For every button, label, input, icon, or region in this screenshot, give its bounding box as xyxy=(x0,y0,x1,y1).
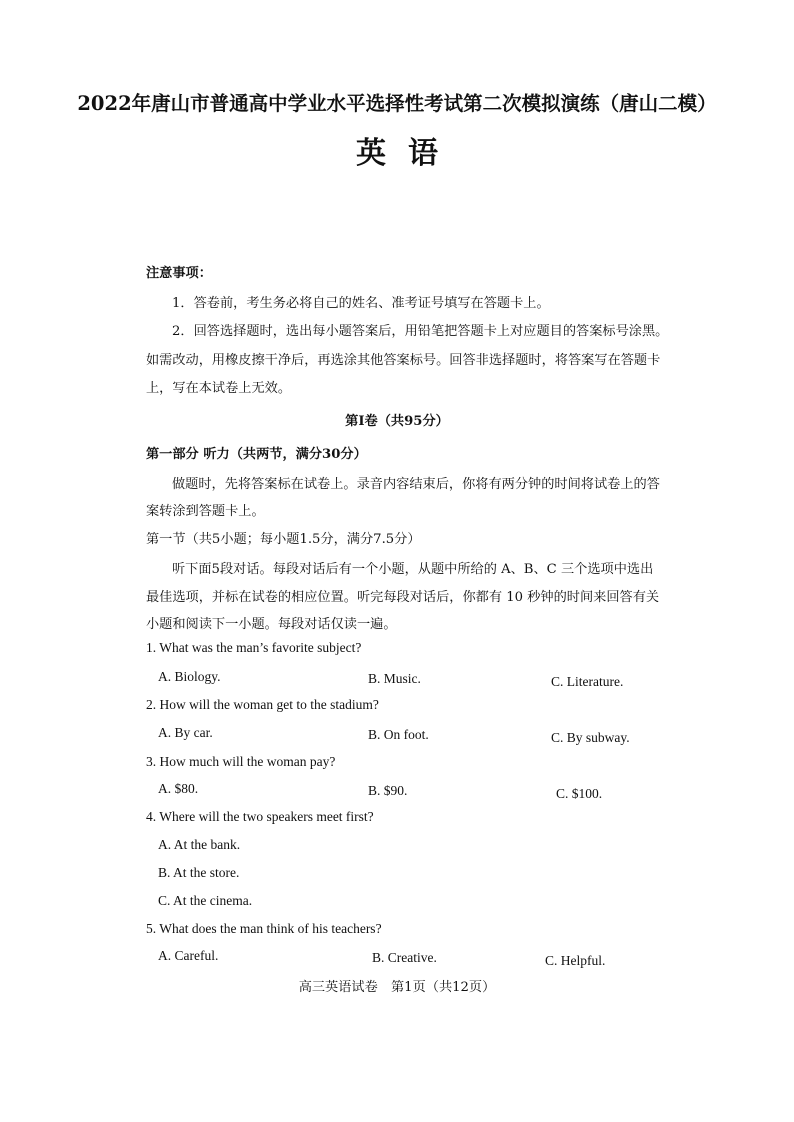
option-c: C. Helpful. xyxy=(545,953,606,968)
notice-line: 上，写在本试卷上无效。 xyxy=(146,381,292,396)
question-text: 1. What was the man’s favorite subject? xyxy=(146,640,362,655)
notice-line: 2．回答选择题时，选出每小题答案后，用铅笔把答题卡上对应题目的答案标号涂黑。 xyxy=(172,324,669,339)
option-c: C. By subway. xyxy=(551,730,630,745)
question-text: 3. How much will the woman pay? xyxy=(146,754,336,769)
section1-intro-line: 听下面5段对话。每段对话后有一个小题，从题中所给的 A、B、C 三个选项中选出 xyxy=(172,562,654,577)
notice-heading: 注意事项： xyxy=(146,266,212,281)
option-b: B. Creative. xyxy=(372,950,437,965)
part1-intro-line: 案转涂到答题卡上。 xyxy=(146,504,265,519)
option-b: B. Music. xyxy=(368,671,421,686)
question-text: 4. Where will the two speakers meet first? xyxy=(146,809,374,824)
exam-title: 2022年唐山市普通高中学业水平选择性考试第二次模拟演练（唐山二模） xyxy=(77,92,717,115)
option-a: A. At the bank. xyxy=(158,837,241,852)
option-c: C. Literature. xyxy=(551,674,624,689)
option-c: C. $100. xyxy=(556,786,603,801)
volume-title: 第Ⅰ卷（共95分） xyxy=(345,414,449,429)
option-a: A. $80. xyxy=(158,781,199,796)
option-b: B. At the store. xyxy=(158,865,240,880)
question-text: 5. What does the man think of his teachers? xyxy=(146,921,382,936)
option-a: A. By car. xyxy=(158,725,213,740)
option-a: A. Biology. xyxy=(158,669,221,684)
question-text: 2. How will the woman get to the stadium? xyxy=(146,697,379,712)
part1-heading: 第一部分 听力（共两节，满分30分） xyxy=(146,447,367,462)
section1-heading: 第一节（共5小题；每小题1.5分，满分7.5分） xyxy=(146,532,421,547)
option-a: A. Careful. xyxy=(158,948,219,963)
subject-title: 英语 xyxy=(356,136,460,171)
option-b: B. On foot. xyxy=(368,727,429,742)
section1-intro-line: 最佳选项，并标在试卷的相应位置。听完每段对话后，你都有 10 秒钟的时间来回答有关 xyxy=(146,590,660,605)
section1-intro-line: 小题和阅读下一小题。每段对话仅读一遍。 xyxy=(146,617,397,632)
option-b: B. $90. xyxy=(368,783,408,798)
notice-line: 1．答卷前，考生务必将自己的姓名、准考证号填写在答题卡上。 xyxy=(172,296,550,311)
option-c: C. At the cinema. xyxy=(158,893,253,908)
notice-line: 如需改动，用橡皮擦干净后，再选涂其他答案标号。回答非选择题时，将答案写在答题卡 xyxy=(146,353,661,368)
page-footer: 高三英语试卷 第1页（共12页） xyxy=(298,980,496,995)
part1-intro-line: 做题时，先将答案标在试卷上。录音内容结束后，你将有两分钟的时间将试卷上的答 xyxy=(172,477,660,492)
